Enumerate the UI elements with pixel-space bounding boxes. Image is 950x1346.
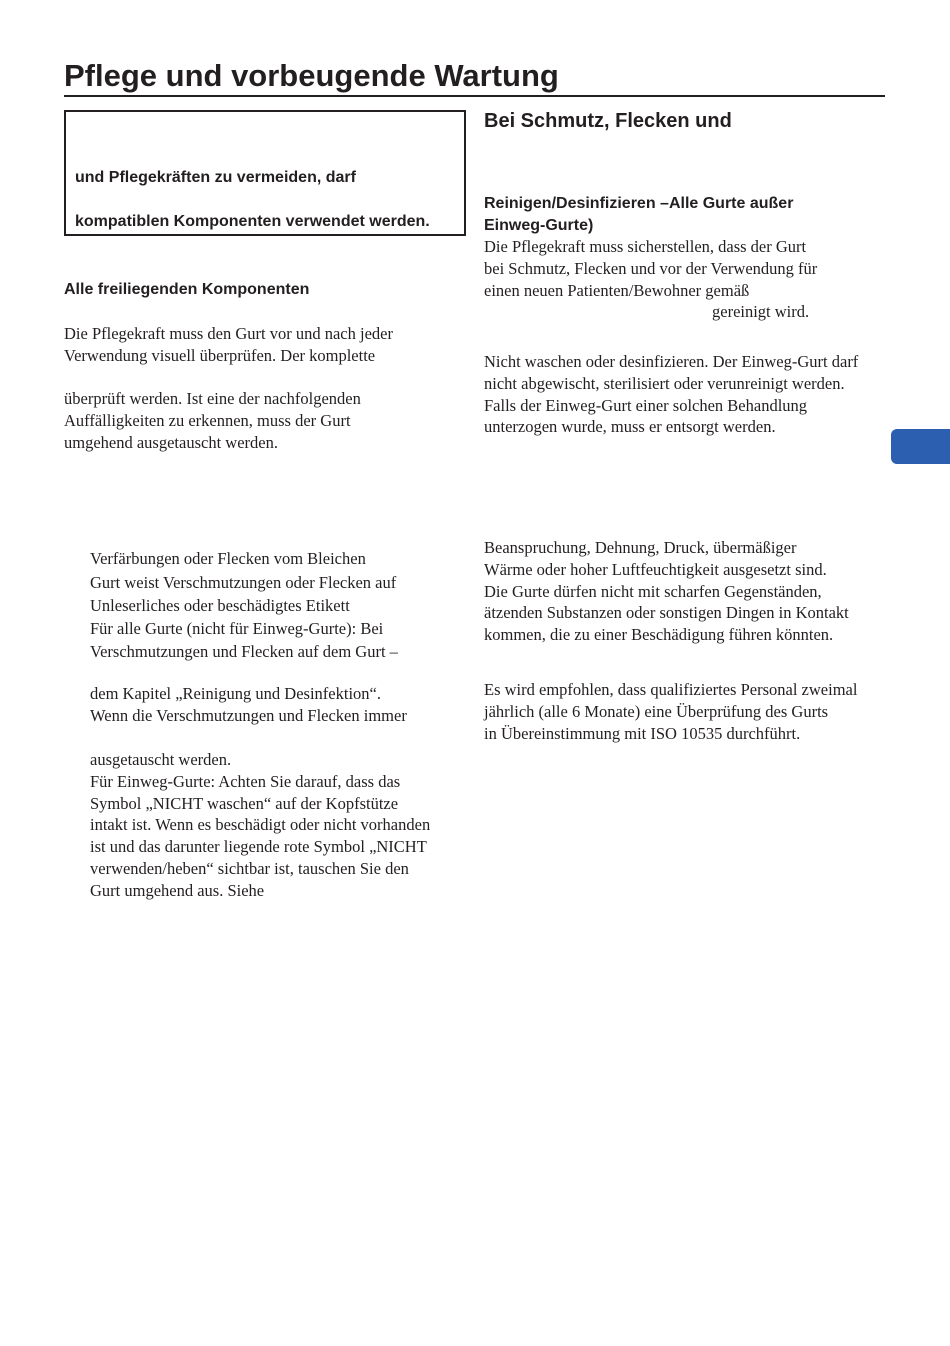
text-line: jährlich (alle 6 Monate) eine Überprüfung des Gurts xyxy=(484,701,829,721)
text-line: unterzogen wurde, muss er entsorgt werden. xyxy=(484,417,776,437)
text-line: ist und das darunter liegende rote Symbol „NICHT xyxy=(90,837,427,857)
list-anomalies xyxy=(90,547,398,664)
list-item: Verschmutzungen und Flecken auf dem Gurt – xyxy=(90,642,398,661)
text-line: nicht abgewischt, sterilisiert oder verunreinigt werden. xyxy=(484,373,845,393)
text-line: intakt ist. Wenn es beschädigt oder nicht vorhanden xyxy=(90,815,431,835)
section-heading-dirt: Bei Schmutz, Flecken und xyxy=(484,110,732,132)
text-line: Verwendung visuell überprüfen. Der komplette xyxy=(64,345,376,365)
text-line: Reinigen/Desinfizieren –Alle Gurte außer xyxy=(484,195,794,212)
text-line: Wenn die Verschmutzungen und Flecken immer xyxy=(90,705,407,725)
list-item: Gurt weist Verschmutzungen oder Flecken auf xyxy=(90,572,397,592)
text-line: Für Einweg-Gurte: Achten Sie darauf, dass das xyxy=(90,771,401,791)
subheading-cleaning xyxy=(484,193,793,237)
paragraph-storage xyxy=(484,537,849,646)
list-item: Verfärbungen oder Flecken vom Bleichen xyxy=(90,549,366,568)
warning-line: und Pflegekräften zu vermeiden, darf xyxy=(75,169,356,186)
text-line: dem Kapitel „Reinigung und Desinfektion“. xyxy=(90,684,381,703)
text-line: kommen, die zu einer Beschädigung führen könnten. xyxy=(484,625,834,645)
text-line: Die Pflegekraft muss den Gurt vor und nach jeder xyxy=(64,324,393,343)
text-line: Nicht waschen oder desinfizieren. Der Einweg-Gurt darf xyxy=(484,352,859,371)
chapter-tab-marker xyxy=(891,429,950,464)
text-line: Beanspruchung, Dehnung, Druck, übermäßiger xyxy=(484,538,797,557)
paragraph-disposable xyxy=(484,351,858,438)
text-line: Gurt umgehend aus. Siehe xyxy=(90,880,265,900)
text-line: verwenden/heben“ sichtbar ist, tauschen Sie den xyxy=(90,858,409,878)
text-line: Die Gurte dürfen nicht mit scharfen Gegenständen, xyxy=(484,581,822,601)
section-heading-components: Alle freiliegenden Komponenten xyxy=(64,281,310,298)
text-line: gereinigt wird. xyxy=(712,302,810,322)
text-line: einen neuen Patienten/Bewohner gemäß xyxy=(484,280,750,300)
text-line: Es wird empfohlen, dass qualifiziertes Personal zweimal xyxy=(484,680,858,699)
text-line: Einweg-Gurte) xyxy=(484,217,594,234)
title-divider xyxy=(64,95,885,97)
paragraph-inspection xyxy=(64,323,393,367)
text-line: Wärme oder hoher Luftfeuchtigkeit ausgesetzt sind. xyxy=(484,559,827,579)
text-line: ausgetauscht werden. xyxy=(90,750,232,769)
page-title: Pflege und vorbeugende Wartung xyxy=(64,58,559,93)
list-continuation xyxy=(90,749,430,902)
text-line: Auffälligkeiten zu erkennen, muss der Gurt xyxy=(64,410,351,430)
list-continuation xyxy=(90,683,407,727)
text-line: Falls der Einweg-Gurt einer solchen Behandlung xyxy=(484,395,808,415)
text-line: Symbol „NICHT waschen“ auf der Kopfstütze xyxy=(90,793,399,813)
paragraph-inspection-interval xyxy=(484,679,857,744)
warning-line: kompatiblen Komponenten verwendet werden. xyxy=(75,213,430,230)
paragraph-cleaning xyxy=(484,236,817,323)
text-line: umgehend ausgetauscht werden. xyxy=(64,432,278,452)
list-item: Für alle Gurte (nicht für Einweg-Gurte): Bei xyxy=(90,618,384,638)
text-line: Die Pflegekraft muss sicherstellen, dass der Gurt xyxy=(484,237,807,256)
paragraph-anomalies xyxy=(64,388,361,453)
warning-box xyxy=(64,110,466,236)
text-line: bei Schmutz, Flecken und vor der Verwendung für xyxy=(484,258,818,278)
text-line: ätzenden Substanzen oder sonstigen Dingen in Kontakt xyxy=(484,603,849,623)
text-line: in Übereinstimmung mit ISO 10535 durchführt. xyxy=(484,723,801,743)
text-line: überprüft werden. Ist eine der nachfolgenden xyxy=(64,389,361,408)
list-item: Unleserliches oder beschädigtes Etikett xyxy=(90,596,350,615)
